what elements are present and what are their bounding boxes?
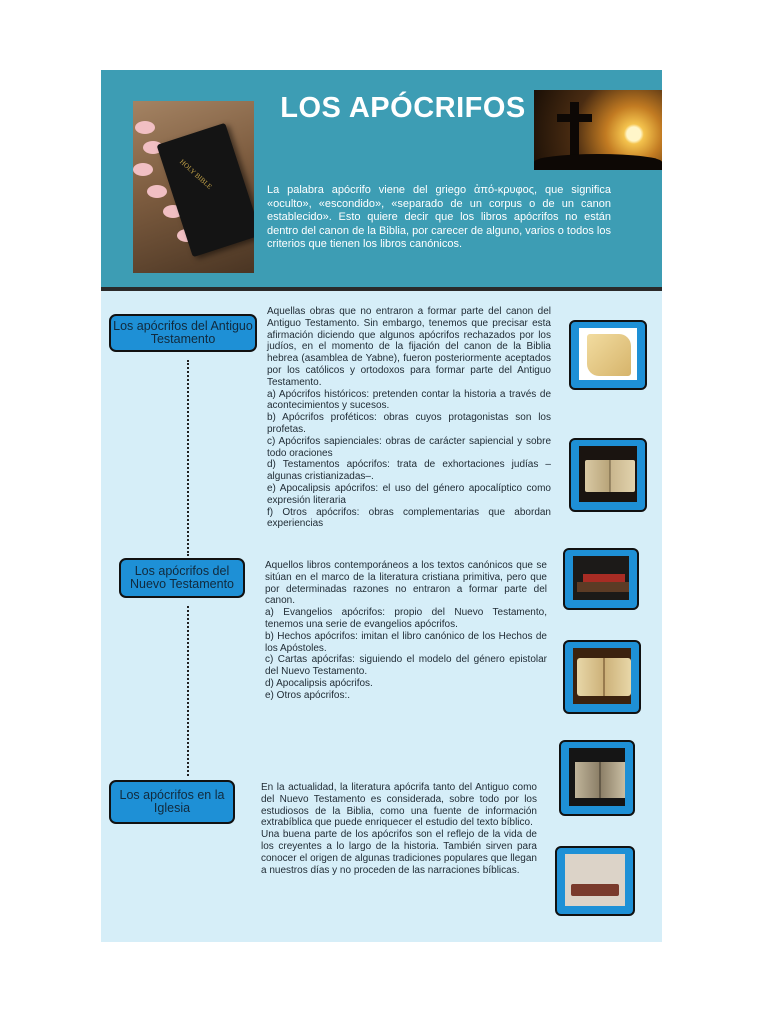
book-shape	[571, 884, 619, 896]
list-item: c) Cartas apócrifas: siguiendo el modelo del género epistolar del Nuevo Testamento.	[265, 654, 547, 678]
paragraph: Una buena parte de los apócrifos son el reflejo de la vida de los creyentes a lo largo de la historia. También sirven para conocer el origen de algunas tradiciones populares que llegan a nuestros días y no proceden de las narraciones bíblicas.	[261, 829, 537, 876]
manuscript-image	[569, 748, 625, 806]
list-item: b) Hechos apócrifos: imitan el libro canónico de los Hechos de los Apóstoles.	[265, 630, 547, 654]
open-book-shape	[585, 460, 635, 492]
bible-image	[133, 101, 254, 273]
list-item: a) Evangelios apócrifos: propio del Nuevo Testamento, tenemos una serie de evangelios apócrifos.	[265, 607, 547, 630]
book-shape	[577, 582, 629, 592]
header-banner	[101, 70, 662, 287]
dotted-connector	[187, 360, 189, 556]
old-book-image	[579, 446, 637, 502]
section-text-nuevo-testamento	[265, 560, 547, 702]
section-button-antiguo-testamento[interactable]: Los apócrifos del Antiguo Testamento	[109, 314, 257, 352]
flower-shape	[133, 163, 153, 176]
section-button-nuevo-testamento[interactable]: Los apócrifos del Nuevo Testamento	[119, 558, 245, 598]
ground-shape	[534, 154, 662, 170]
list-item: d) Testamentos apócrifos: trata de exhortaciones judías –algunas cristianizadas–.	[267, 459, 551, 483]
flower-shape	[135, 121, 155, 134]
parchment-shape	[587, 334, 631, 376]
list-item: e) Otros apócrifos:.	[265, 689, 351, 701]
page-title: LOS APÓCRIFOS	[280, 92, 526, 124]
cross-shape	[557, 114, 592, 122]
list-item: c) Apócrifos sapienciales: obras de carácter sapiencial y sobre todo oraciones	[267, 435, 551, 459]
cross-sunset-image	[534, 90, 662, 170]
table-book-image	[565, 854, 625, 906]
intro-paragraph: La palabra apócrifo viene del griego ἀπό-κρυφος, que significa «oculto», «escondido», «separado de un corpus o de un canon establecido». Esto quiere decir que los libros apócrifos no están dentro del canon de la Biblia, por carecer de alguno, varios o todos los criterios que tienen los libros canónicos.	[267, 184, 611, 250]
table-book-thumbnail	[555, 846, 635, 916]
list-item: f) Otros apócrifos: obras complementarias que abordan experiencias	[267, 506, 551, 530]
section-intro: Aquellos libros contemporáneos a los textos canónicos que se sitúan en el marco de la literatura cristiana primitiva, pero que por determinadas razones no entraron a formar parte del canon.	[265, 560, 547, 607]
open-book-shape	[577, 658, 631, 696]
paragraph: En la actualidad, la literatura apócrifa tanto del Antiguo como del Nuevo Testamento es considerada, sobre todo por los estudiosos de la Biblia, como una fuente de información extrabíblica que puede enriquecer el estudio del texto bíblico.	[261, 782, 537, 829]
bible-book-shape	[157, 123, 254, 257]
old-book-thumbnail	[569, 438, 647, 512]
parchment-image	[579, 328, 637, 380]
parchment-thumbnail	[569, 320, 647, 390]
section-text-antiguo-testamento	[267, 306, 551, 530]
list-item: d) Apocalipsis apócrifos.	[265, 677, 373, 689]
section-button-iglesia[interactable]: Los apócrifos en la Iglesia	[109, 780, 235, 824]
list-item: a) Apócrifos históricos: pretenden contar la historia a través de acontecimientos y sucesos.	[267, 388, 551, 412]
list-item: e) Apocalipsis apócrifos: el uso del género apocalíptico como expresión literaria	[267, 482, 551, 506]
section-intro: Aquellas obras que no entraron a formar parte del canon del Antiguo Testamento. Sin embargo, tenemos que precisar esta afirmación diciendo que algunos apócrifos rechazados por los judíos, en el momento de la fijación del canon de la Biblia hebrea (asamblea de Yabne), fueron posteriormente aceptados por los católicos y ortodoxos para formar parte del Antiguo Testamento.	[267, 306, 551, 388]
open-book-shape	[575, 762, 625, 798]
dotted-connector	[187, 606, 189, 776]
header-divider	[101, 287, 662, 291]
open-bible-thumbnail	[563, 640, 641, 714]
bible-cover-text: HOLY BIBLE	[178, 157, 214, 191]
books-stack-thumbnail	[563, 548, 639, 610]
cross-shape	[570, 102, 579, 160]
open-bible-image	[573, 648, 631, 704]
manuscript-thumbnail	[559, 740, 635, 816]
book-shape	[583, 574, 625, 582]
flower-shape	[147, 185, 167, 198]
poster	[101, 70, 662, 942]
list-item: b) Apócrifos proféticos: obras cuyos protagonistas son los profetas.	[267, 412, 551, 435]
books-stack-image	[573, 556, 629, 600]
section-text-iglesia	[261, 782, 537, 876]
